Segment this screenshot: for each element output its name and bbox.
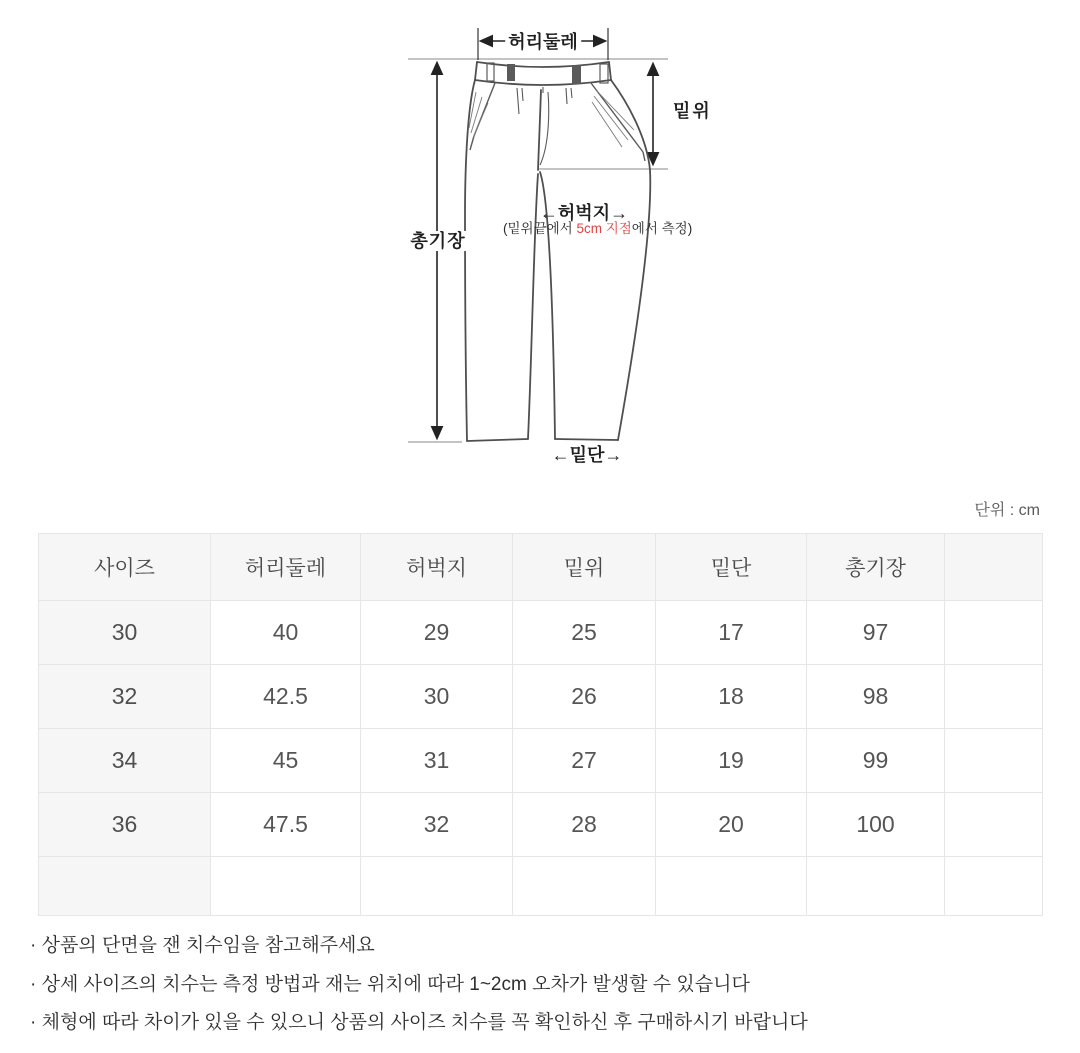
rise-measure-label: 밑위	[673, 101, 712, 121]
column-header: 총기장	[807, 534, 945, 601]
measurement-cell: 42.5	[211, 665, 361, 729]
column-header: 허벅지	[361, 534, 513, 601]
measurement-cell: 30	[361, 665, 513, 729]
measurement-cell: 32	[361, 793, 513, 857]
measurement-cell: 25	[513, 601, 656, 665]
pants-outline	[465, 62, 650, 441]
measurement-cell	[656, 857, 807, 916]
measurement-cell: 97	[807, 601, 945, 665]
size-guide-diagram	[0, 0, 1080, 485]
note-line: · 상품의 단면을 잰 치수임을 참고해주세요	[30, 935, 375, 956]
measurement-cell: 99	[807, 729, 945, 793]
waist-measure-label: 허리둘레	[505, 32, 581, 52]
measurement-cell: 28	[513, 793, 656, 857]
size-cell: 34	[39, 729, 211, 793]
pocket-details	[470, 83, 645, 165]
total-length-measure-label: 총기장	[407, 231, 468, 251]
size-cell: 30	[39, 601, 211, 665]
measurement-cell: 31	[361, 729, 513, 793]
size-table-body	[39, 601, 1043, 916]
measurement-cell: 45	[211, 729, 361, 793]
note-line: · 상세 사이즈의 치수는 측정 방법과 재는 위치에 따라 1~2cm 오차가 발생할 수 있습니다	[30, 973, 750, 995]
thigh-note-suffix: 에서 측정)	[631, 221, 693, 236]
column-header: 밑단	[656, 534, 807, 601]
thigh-note-prefix: (밑위끝에서	[503, 221, 577, 236]
measurement-cell	[945, 729, 1043, 793]
measurement-cell	[945, 601, 1043, 665]
column-header: 밑위	[513, 534, 656, 601]
size-cell: 32	[39, 665, 211, 729]
table-row	[39, 857, 1043, 916]
table-row	[39, 601, 1043, 665]
measurement-cell: 20	[656, 793, 807, 857]
header-row	[39, 534, 1043, 601]
table-row	[39, 665, 1043, 729]
thigh-measure-note	[503, 222, 692, 236]
measurement-cell: 29	[361, 601, 513, 665]
thigh-note-highlight: 5cm 지점	[576, 221, 632, 236]
measurement-cell: 19	[656, 729, 807, 793]
size-cell	[39, 857, 211, 916]
note-line: · 체형에 따라 차이가 있을 수 있으니 상품의 사이즈 치수를 꼭 확인하신 후 구매하시기 바랍니다	[30, 1012, 808, 1033]
size-table-header	[39, 534, 1043, 601]
measurement-cell: 47.5	[211, 793, 361, 857]
pocket-hatching	[469, 90, 634, 147]
column-header	[945, 534, 1043, 601]
measurement-cell	[945, 857, 1043, 916]
measurement-cell: 100	[807, 793, 945, 857]
size-table-section	[38, 533, 1043, 916]
measurement-cell: 17	[656, 601, 807, 665]
table-row	[39, 793, 1043, 857]
column-header: 사이즈	[39, 534, 211, 601]
thigh-measure-label: ←허벅지→	[539, 203, 629, 223]
pants-line-drawing	[0, 0, 1080, 485]
measurement-cell	[361, 857, 513, 916]
measurement-cell: 27	[513, 729, 656, 793]
size-table	[38, 533, 1043, 916]
measurement-cell	[211, 857, 361, 916]
footer-notes	[30, 927, 808, 1043]
table-row	[39, 729, 1043, 793]
measurement-cell: 26	[513, 665, 656, 729]
measurement-cell	[945, 793, 1043, 857]
measurement-cell: 18	[656, 665, 807, 729]
measurement-cell	[513, 857, 656, 916]
column-header: 허리둘레	[211, 534, 361, 601]
measurement-cell	[945, 665, 1043, 729]
size-cell: 36	[39, 793, 211, 857]
hem-measure-label: ←밑단→	[551, 445, 623, 465]
measurement-cell: 40	[211, 601, 361, 665]
measurement-cell	[807, 857, 945, 916]
unit-label: 단위 : cm	[974, 502, 1040, 519]
measurement-cell: 98	[807, 665, 945, 729]
